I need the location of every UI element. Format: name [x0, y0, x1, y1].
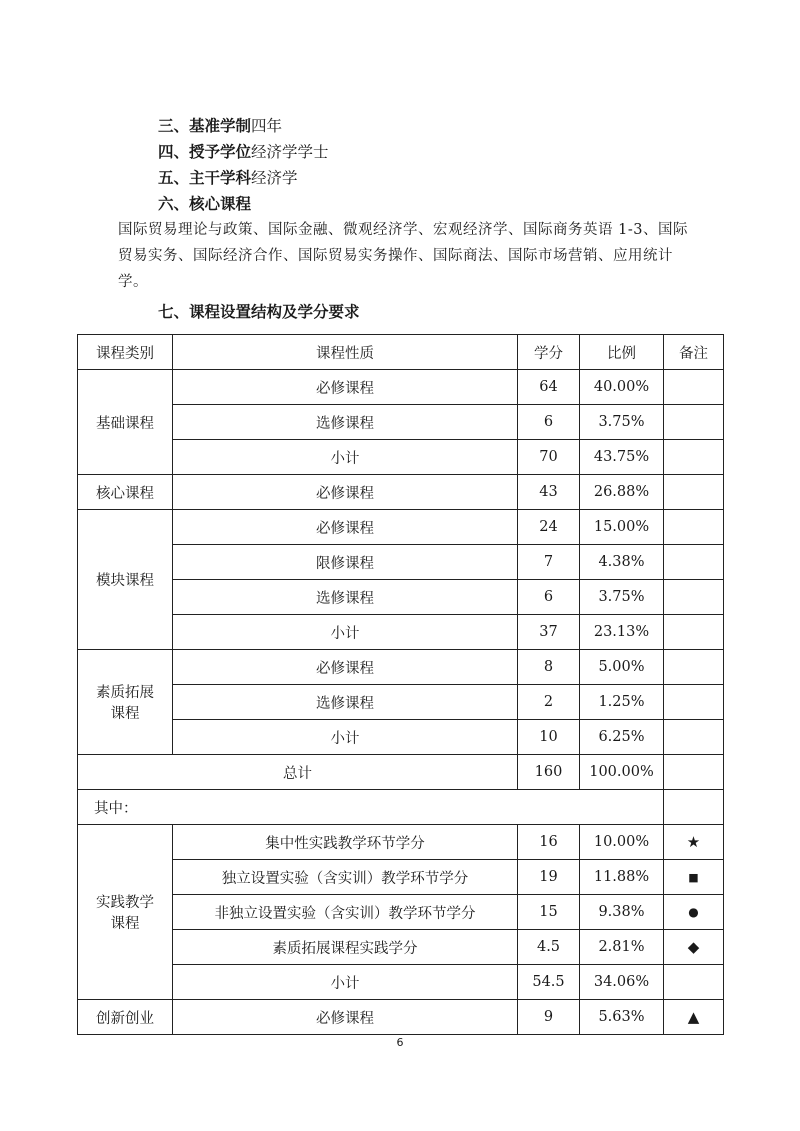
cell-credits: 37 — [518, 615, 580, 650]
category-practice: 实践教学 课程 — [78, 825, 173, 1000]
cell-credits: 4.5 — [518, 930, 580, 965]
cell-nature: 素质拓展课程实践学分 — [173, 930, 518, 965]
cell-ratio: 43.75% — [580, 440, 664, 475]
header-nature: 课程性质 — [173, 335, 518, 370]
cell-credits: 64 — [518, 370, 580, 405]
cell-note — [664, 545, 724, 580]
cell-ratio: 2.81% — [580, 930, 664, 965]
cell-credits: 7 — [518, 545, 580, 580]
cell-nature: 必修课程 — [173, 475, 518, 510]
cell-credits: 9 — [518, 1000, 580, 1035]
table-row — [78, 965, 724, 1000]
header-category: 课程类别 — [78, 335, 173, 370]
cell-credits: 10 — [518, 720, 580, 755]
cell-note — [664, 650, 724, 685]
table-row — [78, 860, 724, 895]
cell-note — [664, 580, 724, 615]
cell-note — [664, 475, 724, 510]
cell-ratio: 5.63% — [580, 1000, 664, 1035]
cell-credits: 16 — [518, 825, 580, 860]
cell-ratio: 15.00% — [580, 510, 664, 545]
cell-nature: 选修课程 — [173, 405, 518, 440]
cell-credits: 160 — [518, 755, 580, 790]
cell-ratio: 23.13% — [580, 615, 664, 650]
table-row — [78, 405, 724, 440]
cell-credits: 6 — [518, 580, 580, 615]
table-row — [78, 510, 724, 545]
cell-credits: 6 — [518, 405, 580, 440]
among-label: 其中： — [78, 790, 664, 825]
cell-ratio: 3.75% — [580, 580, 664, 615]
cell-credits: 8 — [518, 650, 580, 685]
cell-credits: 24 — [518, 510, 580, 545]
cell-ratio: 26.88% — [580, 475, 664, 510]
total-row — [78, 755, 724, 790]
table-row — [78, 615, 724, 650]
cell-nature: 小计 — [173, 615, 518, 650]
cell-credits: 19 — [518, 860, 580, 895]
heading-discipline: 五、主干学科经济学 — [158, 169, 298, 187]
cell-ratio: 34.06% — [580, 965, 664, 1000]
cell-credits: 43 — [518, 475, 580, 510]
table-row — [78, 720, 724, 755]
cell-note — [664, 720, 724, 755]
heading-duration: 三、基准学制四年 — [158, 117, 283, 135]
category-core: 核心课程 — [78, 475, 173, 510]
cell-ratio: 5.00% — [580, 650, 664, 685]
section7-title: 七、课程设置结构及学分要求 — [158, 303, 360, 321]
cell-note — [664, 685, 724, 720]
cell-credits: 70 — [518, 440, 580, 475]
cell-note — [664, 755, 724, 790]
cell-note — [664, 510, 724, 545]
cell-ratio: 100.00% — [580, 755, 664, 790]
cell-ratio: 40.00% — [580, 370, 664, 405]
cell-ratio: 10.00% — [580, 825, 664, 860]
cell-nature: 小计 — [173, 440, 518, 475]
cell-nature: 必修课程 — [173, 370, 518, 405]
heading-degree: 四、授予学位经济学学士 — [158, 143, 329, 161]
cell-nature: 小计 — [173, 720, 518, 755]
category-module: 模块课程 — [78, 510, 173, 650]
table-row — [78, 440, 724, 475]
cell-note — [664, 440, 724, 475]
cell-ratio: 3.75% — [580, 405, 664, 440]
cell-nature: 必修课程 — [173, 1000, 518, 1035]
cell-note — [664, 965, 724, 1000]
cell-nature: 小计 — [173, 965, 518, 1000]
cell-nature: 必修课程 — [173, 650, 518, 685]
cell-credits: 54.5 — [518, 965, 580, 1000]
table-row — [78, 650, 724, 685]
table-row — [78, 685, 724, 720]
header-ratio: 比例 — [580, 335, 664, 370]
core-courses-paragraph: 国际贸易理论与政策、国际金融、微观经济学、宏观经济学、国际商务英语 1-3、国际贸易实务、国际经济合作、国际贸易实务操作、国际商法、国际市场营销、应用统计学。 — [118, 222, 688, 290]
among-row — [78, 790, 724, 825]
header-note: 备注 — [664, 335, 724, 370]
table-row — [78, 1000, 724, 1035]
triangle-icon: ▲ — [664, 1000, 724, 1035]
cell-nature: 选修课程 — [173, 685, 518, 720]
table-row — [78, 545, 724, 580]
cell-ratio: 9.38% — [580, 895, 664, 930]
cell-note — [664, 615, 724, 650]
table-row — [78, 580, 724, 615]
cell-nature: 集中性实践教学环节学分 — [173, 825, 518, 860]
header-credits: 学分 — [518, 335, 580, 370]
total-label: 总计 — [78, 755, 518, 790]
cell-credits: 15 — [518, 895, 580, 930]
table-row — [78, 825, 724, 860]
cell-ratio: 6.25% — [580, 720, 664, 755]
star-icon: ★ — [664, 825, 724, 860]
cell-nature: 非独立设置实验（含实训）教学环节学分 — [173, 895, 518, 930]
cell-nature: 必修课程 — [173, 510, 518, 545]
diamond-icon: ◆ — [664, 930, 724, 965]
cell-nature: 限修课程 — [173, 545, 518, 580]
cell-note — [664, 790, 724, 825]
cell-ratio: 4.38% — [580, 545, 664, 580]
square-icon: ■ — [664, 860, 724, 895]
heading-core-courses: 六、核心课程 — [158, 195, 252, 213]
table-row — [78, 895, 724, 930]
page-number: 6 — [396, 1036, 404, 1049]
cell-nature: 独立设置实验（含实训）教学环节学分 — [173, 860, 518, 895]
cell-ratio: 1.25% — [580, 685, 664, 720]
category-quality: 素质拓展 课程 — [78, 650, 173, 755]
table-header-row — [78, 335, 724, 370]
category-basic: 基础课程 — [78, 370, 173, 475]
table-row — [78, 475, 724, 510]
circle-icon: ● — [664, 895, 724, 930]
category-innovation: 创新创业 — [78, 1000, 173, 1035]
table-row — [78, 930, 724, 965]
cell-note — [664, 405, 724, 440]
credit-structure-table — [77, 334, 724, 1035]
cell-note — [664, 370, 724, 405]
cell-nature: 选修课程 — [173, 580, 518, 615]
cell-ratio: 11.88% — [580, 860, 664, 895]
cell-credits: 2 — [518, 685, 580, 720]
table-row — [78, 370, 724, 405]
